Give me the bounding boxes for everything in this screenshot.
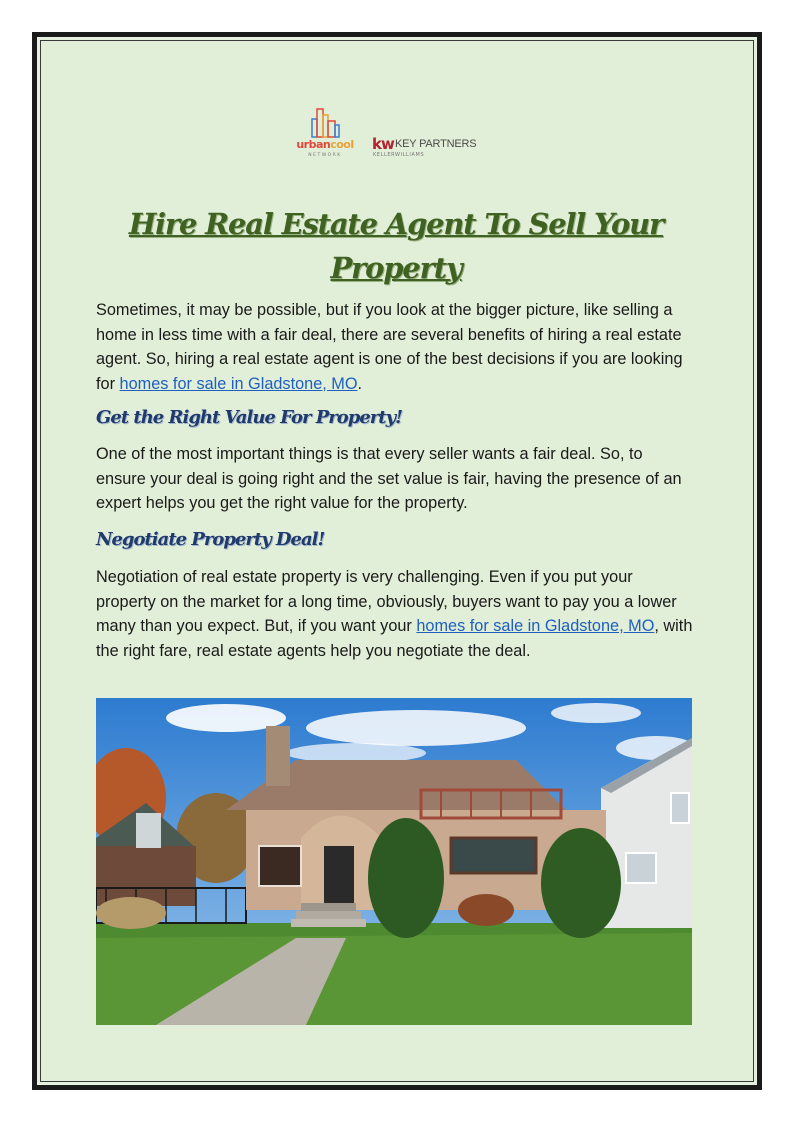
section-paragraph-negotiate xyxy=(96,565,696,663)
section-heading-value: Get the Right Value For Property! xyxy=(96,407,402,428)
urbancool-logo xyxy=(290,105,360,163)
urbancool-network-label: NETWORK xyxy=(308,153,342,158)
intro-link[interactable]: homes for sale in Gladstone, MO xyxy=(119,374,358,393)
negotiate-link[interactable]: homes for sale in Gladstone, MO xyxy=(416,617,655,635)
kw-logo xyxy=(372,135,487,163)
intro-end: . xyxy=(357,374,363,393)
city-skyline-icon xyxy=(290,105,360,139)
kw-sub: KELLERWILLIAMS xyxy=(373,152,425,158)
negotiate-text-end: , with the right fare, real estate agents help you negotiate the deal. xyxy=(96,617,693,660)
logo-bar xyxy=(290,105,490,165)
section-heading-negotiate: Negotiate Property Deal! xyxy=(96,529,325,550)
kw-mark: kw xyxy=(372,135,394,153)
section-paragraph-value: One of the most important things is that every seller wants a fair deal. So, to ensure your deal is going right and the set value is fair, having the presence of an expert helps you get the right value for the property. xyxy=(96,445,682,512)
negotiate-text: Negotiation of real estate property is very challenging. Even if you put your property on the market for a long time, obviously, buyers want to pay you a lower many than you expect. But, if you want your xyxy=(96,568,677,635)
page-title: Hire Real Estate Agent To Sell Your Property xyxy=(128,207,664,285)
house-photo xyxy=(96,698,692,1025)
intro-text: Sometimes, it may be possible, but if you look at the bigger picture, like selling a home in less time with a fair deal, there are several benefits of hiring a real estate agent. So, hiring a real estate agent is one of the best decisions if you are looking for xyxy=(96,301,683,393)
intro-paragraph xyxy=(96,298,696,396)
urbancool-wordmark: urbancool xyxy=(296,138,354,151)
kw-name: KEY PARTNERS xyxy=(395,138,477,150)
